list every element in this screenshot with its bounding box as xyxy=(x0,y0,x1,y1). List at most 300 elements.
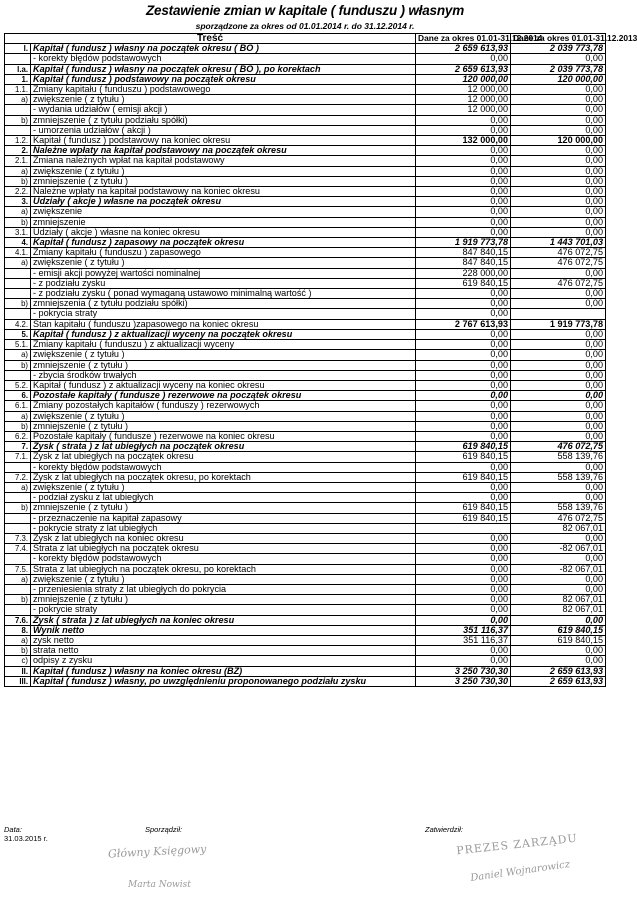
row-number xyxy=(5,268,31,278)
row-label: Zysk ( strata ) z lat ubiegłych na koniec okresu xyxy=(31,615,416,625)
row-label: - pokrycia straty xyxy=(31,309,416,319)
value-2013: -82 067,01 xyxy=(511,564,606,574)
row-number: b) xyxy=(5,646,31,656)
row-label: strata netto xyxy=(31,646,416,656)
table-row xyxy=(5,146,606,156)
value-2013: 0,00 xyxy=(511,370,606,380)
row-number: 7.1. xyxy=(5,452,31,462)
value-2013: 120 000,00 xyxy=(511,136,606,146)
row-number xyxy=(5,54,31,64)
table-row xyxy=(5,54,606,64)
table-row xyxy=(5,625,606,635)
value-2013: 0,00 xyxy=(511,656,606,666)
row-label: zmniejszenie ( z tytułu ) xyxy=(31,595,416,605)
row-number: b) xyxy=(5,360,31,370)
value-2014: 0,00 xyxy=(416,431,511,441)
table-row xyxy=(5,574,606,584)
row-label: Należne wpłaty na kapitał podstawowy na koniec okresu xyxy=(31,187,416,197)
row-number: 1.2. xyxy=(5,136,31,146)
row-number: 8. xyxy=(5,625,31,635)
value-2014: 0,00 xyxy=(416,217,511,227)
row-label: Zmiany kapitału ( funduszu ) z aktualizacji wyceny xyxy=(31,340,416,350)
row-number: 3.1. xyxy=(5,227,31,237)
table-row xyxy=(5,421,606,431)
table-row xyxy=(5,554,606,564)
row-number: 5.2. xyxy=(5,380,31,390)
row-number: 7.6. xyxy=(5,615,31,625)
table-row xyxy=(5,95,606,105)
value-2013: 0,00 xyxy=(511,217,606,227)
value-2014: 0,00 xyxy=(416,584,511,594)
row-number: 3. xyxy=(5,197,31,207)
row-label: - zbycia środków trwałych xyxy=(31,370,416,380)
row-label: - pokrycie straty z lat ubiegłych xyxy=(31,523,416,533)
table-row xyxy=(5,391,606,401)
value-2013: -82 067,01 xyxy=(511,544,606,554)
value-2014: 12 000,00 xyxy=(416,105,511,115)
value-2013: 0,00 xyxy=(511,197,606,207)
value-2013: 0,00 xyxy=(511,115,606,125)
value-2014: 12 000,00 xyxy=(416,85,511,95)
value-2014: 847 840,15 xyxy=(416,258,511,268)
value-2013: 0,00 xyxy=(511,95,606,105)
row-number: I.a. xyxy=(5,64,31,74)
table-row xyxy=(5,309,606,319)
value-2014: 0,00 xyxy=(416,421,511,431)
row-number: b) xyxy=(5,595,31,605)
row-number: 4. xyxy=(5,238,31,248)
value-2013: 0,00 xyxy=(511,350,606,360)
row-number: a) xyxy=(5,166,31,176)
table-row xyxy=(5,380,606,390)
table-row xyxy=(5,248,606,258)
row-label: Stan kapitału ( funduszu )zapasowego na koniec okresu xyxy=(31,319,416,329)
value-2014: 0,00 xyxy=(416,340,511,350)
table-row xyxy=(5,258,606,268)
table-row xyxy=(5,187,606,197)
table-row xyxy=(5,125,606,135)
value-2014: 847 840,15 xyxy=(416,248,511,258)
row-label: Udziały ( akcje ) własne na początek okresu xyxy=(31,197,416,207)
value-2014: 0,00 xyxy=(416,115,511,125)
row-label: Zysk ( strata ) z lat ubiegłych na początek okresu xyxy=(31,442,416,452)
table-row xyxy=(5,115,606,125)
value-2014: 0,00 xyxy=(416,227,511,237)
value-2014: 0,00 xyxy=(416,482,511,492)
row-label: Pozostałe kapitały ( fundusze ) rezerwowe na początek okresu xyxy=(31,391,416,401)
table-row xyxy=(5,533,606,543)
row-label: zmniejszenie ( z tytułu ) xyxy=(31,360,416,370)
value-2014: 0,00 xyxy=(416,187,511,197)
row-number xyxy=(5,605,31,615)
value-2013: 1 443 701,03 xyxy=(511,238,606,248)
table-row xyxy=(5,360,606,370)
row-label: Kapitał ( fundusz ) zapasowy na początek okresu xyxy=(31,238,416,248)
row-label: zmniejszenie xyxy=(31,217,416,227)
value-2014: 132 000,00 xyxy=(416,136,511,146)
value-2014: 0,00 xyxy=(416,54,511,64)
table-row xyxy=(5,462,606,472)
value-2014: 120 000,00 xyxy=(416,74,511,84)
row-number: 7.5. xyxy=(5,564,31,574)
row-number: a) xyxy=(5,258,31,268)
row-number: b) xyxy=(5,421,31,431)
table-row xyxy=(5,431,606,441)
row-label: - przeniesienia straty z lat ubiegłych do pokrycia xyxy=(31,584,416,594)
value-2013: 1 919 773,78 xyxy=(511,319,606,329)
value-2013: 0,00 xyxy=(511,227,606,237)
row-label: zwiększenie xyxy=(31,207,416,217)
value-2013: 0,00 xyxy=(511,105,606,115)
table-row xyxy=(5,493,606,503)
value-2013: 0,00 xyxy=(511,125,606,135)
row-label: Kapitał ( fundusz ) z aktualizacji wyceny na koniec okresu xyxy=(31,380,416,390)
table-row xyxy=(5,278,606,288)
value-2013: 0,00 xyxy=(511,421,606,431)
value-2013: 0,00 xyxy=(511,166,606,176)
value-2013: 0,00 xyxy=(511,533,606,543)
table-row xyxy=(5,85,606,95)
value-2013: 0,00 xyxy=(511,646,606,656)
value-2013: 558 139,76 xyxy=(511,472,606,482)
approved-by-label: Zatwierdził: xyxy=(425,825,463,834)
document-subtitle: sporządzone za okres od 01.01.2014 r. do 31.12.2014 r. xyxy=(195,21,415,31)
row-label: - wydania udziałów ( emisji akcji ) xyxy=(31,105,416,115)
row-label: zwiększenie ( z tytułu ) xyxy=(31,350,416,360)
value-2013: 2 039 773,78 xyxy=(511,44,606,54)
row-number: a) xyxy=(5,635,31,645)
value-2014: 619 840,15 xyxy=(416,472,511,482)
row-number: a) xyxy=(5,411,31,421)
row-number xyxy=(5,493,31,503)
value-2013: 0,00 xyxy=(511,574,606,584)
value-2014: 2 767 613,93 xyxy=(416,319,511,329)
value-2014: 0,00 xyxy=(416,411,511,421)
table-row xyxy=(5,105,606,115)
table-row xyxy=(5,197,606,207)
row-label: zwiększenie ( z tytułu ) xyxy=(31,95,416,105)
row-number: 2.1. xyxy=(5,156,31,166)
row-number: I. xyxy=(5,44,31,54)
value-2013: 0,00 xyxy=(511,289,606,299)
value-2014: 0,00 xyxy=(416,360,511,370)
row-label: - podział zysku z lat ubiegłych xyxy=(31,493,416,503)
row-label: Kapitał ( fundusz ) własny, po uwzględnieniu proponowanego podziału zysku xyxy=(31,676,416,686)
value-2014: 0,00 xyxy=(416,646,511,656)
table-row xyxy=(5,238,606,248)
row-label: Zysk z lat ubiegłych na początek okresu, po korektach xyxy=(31,472,416,482)
row-label: zwiększenie ( z tytułu ) xyxy=(31,166,416,176)
table-row xyxy=(5,676,606,686)
row-label: Kapitał ( fundusz ) podstawowy na koniec okresu xyxy=(31,136,416,146)
row-number: 7.4. xyxy=(5,544,31,554)
table-row xyxy=(5,176,606,186)
row-label: Strata z lat ubiegłych na początek okresu, po korektach xyxy=(31,564,416,574)
table-row xyxy=(5,666,606,676)
table-row xyxy=(5,329,606,339)
value-2014: 619 840,15 xyxy=(416,503,511,513)
row-number: 6.2. xyxy=(5,431,31,441)
table-row xyxy=(5,299,606,309)
value-2013: 82 067,01 xyxy=(511,523,606,533)
value-2014: 0,00 xyxy=(416,125,511,135)
row-label: Kapitał ( fundusz ) podstawowy na początek okresu xyxy=(31,74,416,84)
value-2013: 476 072,75 xyxy=(511,258,606,268)
column-header-tresc: Treść xyxy=(5,34,416,44)
value-2014: 0,00 xyxy=(416,176,511,186)
value-2013: 0,00 xyxy=(511,401,606,411)
row-number: c) xyxy=(5,656,31,666)
value-2014: 0,00 xyxy=(416,299,511,309)
row-number: b) xyxy=(5,176,31,186)
value-2013: 0,00 xyxy=(511,615,606,625)
table-row xyxy=(5,411,606,421)
table-row xyxy=(5,350,606,360)
row-label: Kapitał ( fundusz ) z aktualizacji wyceny na początek okresu xyxy=(31,329,416,339)
value-2014: 2 659 613,93 xyxy=(416,44,511,54)
table-row xyxy=(5,217,606,227)
table-row xyxy=(5,564,606,574)
value-2014: 0,00 xyxy=(416,493,511,503)
row-number: 7.2. xyxy=(5,472,31,482)
row-label: zmniejszenie ( z tytułu podziału spółki) xyxy=(31,115,416,125)
row-label: Zmiany pozostałych kapitałów ( funduszy ) rezerwowych xyxy=(31,401,416,411)
row-number xyxy=(5,513,31,523)
table-row xyxy=(5,64,606,74)
value-2014: 619 840,15 xyxy=(416,513,511,523)
table-row xyxy=(5,472,606,482)
row-number xyxy=(5,289,31,299)
value-2014: 0,00 xyxy=(416,544,511,554)
value-2014: 0,00 xyxy=(416,289,511,299)
table-header-row xyxy=(5,34,606,44)
row-number: b) xyxy=(5,217,31,227)
column-header-2014: Dane za okres 01.01-31.12.2014 xyxy=(416,34,511,44)
table-row xyxy=(5,207,606,217)
prepared-by-label: Sporządził: xyxy=(145,825,183,834)
value-2013: 2 659 613,93 xyxy=(511,676,606,686)
value-2014: 0,00 xyxy=(416,391,511,401)
table-row xyxy=(5,268,606,278)
row-label: Udziały ( akcje ) własne na koniec okresu xyxy=(31,227,416,237)
value-2014: 0,00 xyxy=(416,380,511,390)
board-president-stamp: PREZES ZARZĄDU xyxy=(455,831,579,858)
table-row xyxy=(5,523,606,533)
row-label: Należne wpłaty na kapitał podstawowy na początek okresu xyxy=(31,146,416,156)
row-number: II. xyxy=(5,666,31,676)
row-number: a) xyxy=(5,574,31,584)
table-row xyxy=(5,289,606,299)
row-number: 4.2. xyxy=(5,319,31,329)
row-label: Strata z lat ubiegłych na początek okresu xyxy=(31,544,416,554)
value-2014: 0,00 xyxy=(416,166,511,176)
row-label: zmniejszenie ( z tytułu ) xyxy=(31,176,416,186)
value-2014: 0,00 xyxy=(416,401,511,411)
value-2014: 0,00 xyxy=(416,350,511,360)
table-row xyxy=(5,635,606,645)
row-label: Zmiany kapitału ( funduszu ) zapasowego xyxy=(31,248,416,258)
value-2014: 0,00 xyxy=(416,595,511,605)
value-2013: 476 072,75 xyxy=(511,248,606,258)
value-2013 xyxy=(511,309,606,319)
value-2013: 82 067,01 xyxy=(511,605,606,615)
row-number: b) xyxy=(5,299,31,309)
row-number: 2.2. xyxy=(5,187,31,197)
value-2013: 120 000,00 xyxy=(511,74,606,84)
value-2014: 1 919 773,78 xyxy=(416,238,511,248)
table-row xyxy=(5,646,606,656)
value-2013: 476 072,75 xyxy=(511,278,606,288)
value-2014: 0,00 xyxy=(416,370,511,380)
row-number: 6.1. xyxy=(5,401,31,411)
table-row xyxy=(5,513,606,523)
row-label: zwiększenie ( z tytułu ) xyxy=(31,574,416,584)
value-2013: 0,00 xyxy=(511,146,606,156)
value-2013: 0,00 xyxy=(511,187,606,197)
value-2014: 619 840,15 xyxy=(416,452,511,462)
table-row xyxy=(5,74,606,84)
document-title: Zestawienie zmian w kapitale ( funduszu ) własnym xyxy=(145,3,465,18)
row-label: - z podziału zysku ( ponad wymaganą ustawowo minimalną wartość ) xyxy=(31,289,416,299)
value-2014: 0,00 xyxy=(416,564,511,574)
value-2014: 2 659 613,93 xyxy=(416,64,511,74)
row-label: Pozostałe kapitały ( fundusze ) rezerwowe na koniec okresu xyxy=(31,431,416,441)
row-number: 1. xyxy=(5,74,31,84)
value-2013: 0,00 xyxy=(511,207,606,217)
row-label: zwiększenie ( z tytułu ) xyxy=(31,482,416,492)
row-number xyxy=(5,554,31,564)
row-label: Kapitał ( fundusz ) własny na początek okresu ( BO ) xyxy=(31,44,416,54)
value-2014: 0,00 xyxy=(416,309,511,319)
value-2013: 0,00 xyxy=(511,176,606,186)
value-2013: 558 139,76 xyxy=(511,503,606,513)
row-number xyxy=(5,125,31,135)
value-2013: 0,00 xyxy=(511,329,606,339)
row-label: Zmiany kapitału ( funduszu ) podstawowego xyxy=(31,85,416,95)
value-2013: 0,00 xyxy=(511,299,606,309)
value-2014: 351 116,37 xyxy=(416,635,511,645)
table-row xyxy=(5,482,606,492)
date-label: Data: xyxy=(4,825,22,834)
row-label: Wynik netto xyxy=(31,625,416,635)
row-number xyxy=(5,370,31,380)
row-label: zmniejszenia ( z tytułu podziału spółki) xyxy=(31,299,416,309)
table-row xyxy=(5,136,606,146)
row-label: - korekty błędów podstawowych xyxy=(31,554,416,564)
value-2013: 0,00 xyxy=(511,462,606,472)
value-2013: 619 840,15 xyxy=(511,625,606,635)
column-header-2013: Dane za okres 01.01-31.12.2013 xyxy=(511,34,606,44)
value-2013: 2 039 773,78 xyxy=(511,64,606,74)
value-2013: 0,00 xyxy=(511,156,606,166)
table-row xyxy=(5,370,606,380)
value-2014: 0,00 xyxy=(416,605,511,615)
row-label: - umorzenia udziałów ( akcji ) xyxy=(31,125,416,135)
value-2014: 0,00 xyxy=(416,656,511,666)
row-number xyxy=(5,309,31,319)
value-2013: 619 840,15 xyxy=(511,635,606,645)
value-2013: 82 067,01 xyxy=(511,595,606,605)
value-2013: 0,00 xyxy=(511,431,606,441)
chief-accountant-stamp: Główny Księgowy xyxy=(107,842,207,861)
row-label: zwiększenie ( z tytułu ) xyxy=(31,411,416,421)
value-2013: 558 139,76 xyxy=(511,452,606,462)
row-number: 5.1. xyxy=(5,340,31,350)
table-row xyxy=(5,442,606,452)
row-label: - przeznaczenie na kapitał zapasowy xyxy=(31,513,416,523)
table-row xyxy=(5,452,606,462)
value-2013: 0,00 xyxy=(511,391,606,401)
row-number xyxy=(5,462,31,472)
table-row xyxy=(5,340,606,350)
row-label: zmniejszenie ( z tytułu ) xyxy=(31,503,416,513)
row-label: - pokrycie straty xyxy=(31,605,416,615)
table-row xyxy=(5,595,606,605)
row-label: zmniejszenie ( z tytułu ) xyxy=(31,421,416,431)
value-2014: 619 840,15 xyxy=(416,442,511,452)
row-number: b) xyxy=(5,115,31,125)
row-label: zwiększenie ( z tytułu ) xyxy=(31,258,416,268)
date-value: 31.03.2015 r. xyxy=(4,834,48,843)
table-row xyxy=(5,319,606,329)
row-label: Zmiana należnych wpłat na kapitał podstawowy xyxy=(31,156,416,166)
row-number xyxy=(5,105,31,115)
value-2013: 0,00 xyxy=(511,340,606,350)
board-president-signature: Daniel Wojnarowicz xyxy=(469,859,571,884)
value-2014: 0,00 xyxy=(416,462,511,472)
value-2014: 0,00 xyxy=(416,156,511,166)
row-number: a) xyxy=(5,207,31,217)
table-row xyxy=(5,227,606,237)
value-2014: 0,00 xyxy=(416,574,511,584)
table-row xyxy=(5,503,606,513)
value-2014: 228 000,00 xyxy=(416,268,511,278)
value-2014: 0,00 xyxy=(416,329,511,339)
row-label: Kapitał ( fundusz ) własny na początek okresu ( BO ), po korektach xyxy=(31,64,416,74)
row-number xyxy=(5,523,31,533)
table-row xyxy=(5,544,606,554)
row-label: - korekty błędów podstawowych xyxy=(31,54,416,64)
row-number: III. xyxy=(5,676,31,686)
row-label: - z podziału zysku xyxy=(31,278,416,288)
row-label: Zysk z lat ubiegłych na koniec okresu xyxy=(31,533,416,543)
equity-changes-table xyxy=(4,33,637,687)
value-2014: 351 116,37 xyxy=(416,625,511,635)
value-2013: 0,00 xyxy=(511,493,606,503)
row-number: a) xyxy=(5,482,31,492)
row-label: Zysk z lat ubiegłych na początek okresu xyxy=(31,452,416,462)
table-row xyxy=(5,401,606,411)
value-2014: 0,00 xyxy=(416,146,511,156)
row-number: a) xyxy=(5,350,31,360)
value-2014: 0,00 xyxy=(416,533,511,543)
row-number: 1.1. xyxy=(5,85,31,95)
value-2013: 0,00 xyxy=(511,268,606,278)
value-2013: 0,00 xyxy=(511,54,606,64)
value-2013: 476 072,75 xyxy=(511,442,606,452)
value-2013: 0,00 xyxy=(511,360,606,370)
row-number: 4.1. xyxy=(5,248,31,258)
table-row xyxy=(5,584,606,594)
row-label: - korekty błędów podstawowych xyxy=(31,462,416,472)
value-2014: 0,00 xyxy=(416,615,511,625)
row-number: 5. xyxy=(5,329,31,339)
value-2013: 0,00 xyxy=(511,411,606,421)
value-2014: 619 840,15 xyxy=(416,278,511,288)
table-body xyxy=(5,44,606,687)
table-row xyxy=(5,615,606,625)
chief-accountant-signature: Marta Nowist xyxy=(128,880,191,890)
